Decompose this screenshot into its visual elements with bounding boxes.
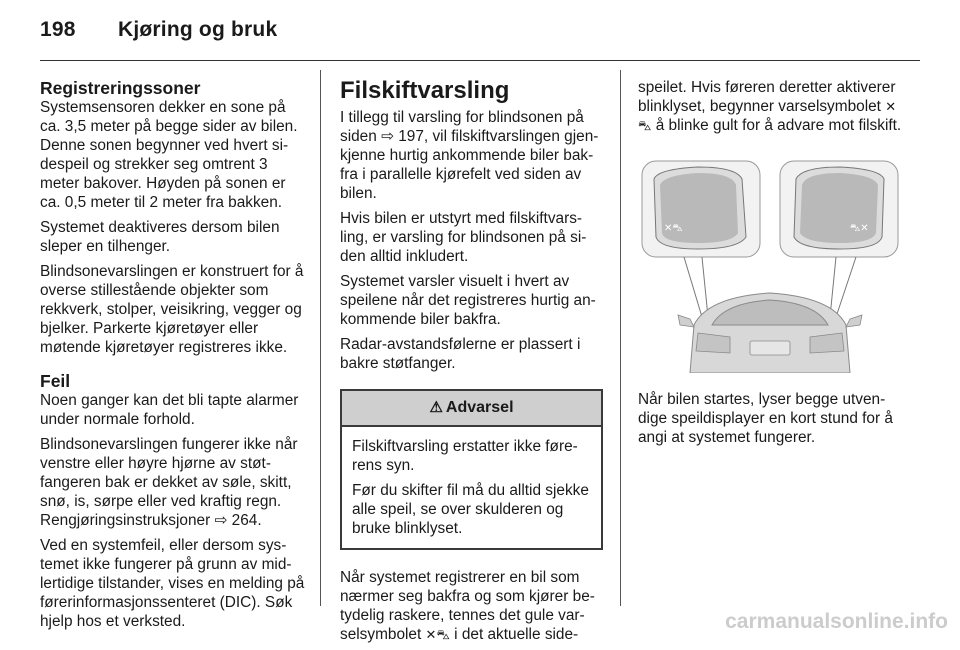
paragraph (638, 78, 902, 135)
section-title: Filskiftvarsling (340, 77, 510, 104)
paragraph: Hvis bilen er utstyrt med filskiftvarsling, er varsling for blindsonen på siden alltid inkludert. (340, 210, 587, 265)
heading-feil: Feil (40, 371, 71, 391)
warning-box (340, 389, 603, 550)
mirror-warning-symbol-right: ⛍✕ (850, 223, 869, 234)
warning-paragraph: Før du skifter fil må du alltid sjekke alle speil, se over skulderen og bruke blinklyset. (352, 482, 589, 537)
paragraph: Blindsonevarslingen fungerer ikke når venstre eller høyre hjørne av støtfangeren bak er dekket av søle, skitt, snø, is, sørpe eller ved kraftig regn. Rengjøringsinstruksjoner ⇨ 264. (40, 436, 298, 529)
warning-triangle-icon: ⚠ (429, 399, 443, 416)
warning-header (342, 391, 601, 427)
text-span: i det aktuelle side- (454, 626, 579, 643)
paragraph (340, 568, 603, 644)
paragraph: Systemet varsler visuelt i hvert av speilene når det registreres hurtig ankommende biler bakfra. (340, 273, 596, 328)
heading-registreringssoner: Registreringssoner (40, 78, 201, 98)
warning-paragraph: Filskiftvarsling erstatter ikke førerens syn. (352, 438, 578, 474)
column-divider-left (320, 70, 321, 606)
column-middle (340, 78, 603, 650)
warning-title: Advarsel (445, 399, 514, 416)
column-divider-right (620, 70, 621, 606)
blind-spot-warning-icon: ✕⛍ (638, 99, 897, 133)
paragraph: Noen ganger kan det bli tapte alarmer under normale forhold. (40, 392, 299, 428)
watermark: carmanualsonline.info (725, 610, 948, 633)
paragraph: Systemsensoren dekker en sone på ca. 3,5 meter på begge sider av bilen. Denne sonen begynner ved hvert sidespeil og strekker seg omtrent 3 meter bakover. Høyden på sonen er ca. 0,5 meter til 2 meter fra bakken. (40, 99, 298, 211)
paragraph: Når bilen startes, lyser begge utvendige speildisplayer en kort stund for å angi at systemet fungerer. (638, 391, 893, 446)
header-rule (40, 60, 920, 61)
blind-spot-warning-icon: ✕⛍ (425, 627, 450, 642)
paragraph: Ved en systemfeil, eller dersom systemet ikke fungerer på grunn av midlertidige tilstander, vises en melding på førerinformasjonssenteret (DIC). Søk hjelp hos et verksted. (40, 537, 305, 630)
column-right (638, 78, 902, 453)
mirror-warning-symbol-left: ✕⛍ (664, 223, 683, 234)
chapter-title: Kjøring og bruk (118, 18, 278, 41)
text-span: speilet. Hvis føreren deretter aktiverer blinklyset, begynner varselsymbolet (638, 79, 896, 115)
side-mirror-illustration (638, 157, 902, 373)
paragraph: Systemet deaktiveres dersom bilen sleper en tilhenger. (40, 219, 280, 255)
paragraph: I tillegg til varsling for blindsonen på siden ⇨ 197, vil filskiftvarslingen gjenkjenne hurtig ankommende biler bakfra i parallelle kjørefelt ved siden av bilen. (340, 109, 599, 202)
page-header (40, 18, 277, 42)
column-left (40, 78, 305, 637)
text-span: å blinke gult for å advare mot filskift. (655, 117, 902, 134)
paragraph: Radar-avstandsfølerne er plassert i bakre støtfanger. (340, 336, 581, 372)
text-span: Når systemet registrerer en bil som nærmer seg bakfra og som kjører betydelig raskere, tennes det gule varselsymbolet (340, 569, 595, 643)
paragraph: Blindsonevarslingen er konstruert for å overse stillestående objekter som rekkverk, stolper, veisikring, vegger og bjelker. Parkerte kjøretøyer eller møtende kjøretøyer registreres ikke. (40, 263, 304, 356)
warning-body (342, 427, 601, 548)
page-number: 198 (40, 18, 76, 41)
